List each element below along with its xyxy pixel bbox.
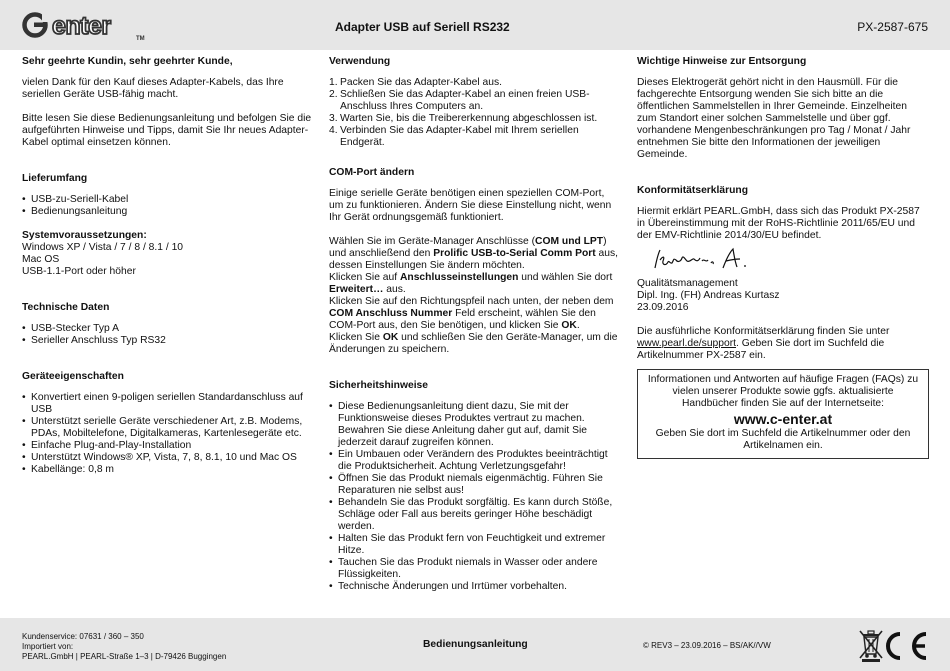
requirements-line: USB-1.1-Port oder höher	[22, 266, 136, 277]
safety-list	[329, 401, 621, 593]
column-left	[22, 56, 312, 476]
svg-text:enter: enter	[52, 12, 111, 40]
faq-url-link[interactable]: www.c-enter.at	[733, 411, 833, 427]
com-port-intro: Einige serielle Geräte benötigen einen speziellen COM-Port, um zu funktionieren. Ändern Sie diese Einstellung nicht, wenn Ihr Gerät ordnungsgemäß funktioniert.	[329, 188, 612, 223]
usage-steps	[329, 77, 621, 149]
list-item: • Einfache Plug-and-Play-Installation	[22, 440, 312, 452]
delivery-list	[22, 194, 312, 218]
support-link[interactable]: www.pearl.de/support	[637, 338, 737, 349]
faq-section	[637, 369, 929, 459]
tech-list	[22, 323, 312, 347]
list-item: • Kabellänge: 0,8 m	[22, 464, 312, 476]
footer-service-info	[22, 632, 226, 662]
list-item: • Halten Sie das Produkt fern von Feuchtigkeit und extremer Hitze.	[329, 533, 621, 557]
com-port-step-1: Wählen Sie im Geräte-Manager Anschlüsse (COM und LPT) und anschließend den Prolific USB-to-Serial Comm Port aus, dessen Einstellungen Sie ändern möchten.	[329, 236, 619, 271]
instructions-text: Bitte lesen Sie diese Bedienungsanleitung und befolgen Sie die aufgeführten Hinweise und Tipps, damit Sie Ihr neues Adapter-Kabel optimal einsetzen können.	[22, 113, 312, 148]
article-number: PX-2587-675	[857, 20, 928, 34]
usage-heading: Verwendung	[329, 56, 391, 67]
footer-band	[0, 618, 950, 671]
column-right	[637, 56, 929, 362]
list-item: • Unterstützt Windows® XP, Vista, 7, 8, 8.1, 10 und Mac OS	[22, 452, 312, 464]
com-port-step-3: Klicken Sie auf den Richtungspfeil nach unten, der neben dem COM Anschluss Nummer Feld erscheint, wählen Sie den COM-Port aus, den Sie benötigen, und klicken Sie OK.	[329, 296, 614, 331]
c-enter-logo	[22, 10, 152, 42]
footer-line: PEARL.GmbH | PEARL-Straße 1–3 | D-79426 Buggingen	[22, 652, 227, 661]
list-item: • Technische Änderungen und Irrtümer vorbehalten.	[329, 581, 621, 593]
requirements-line: Mac OS	[22, 254, 60, 265]
list-item: • Unterstützt serielle Geräte verschiedener Art, z.B. Modems, PDAs, Mobiltelefone, Digitalkameras, Kartenlesegeräte etc.	[22, 416, 312, 440]
list-item: 3. Warten Sie, bis die Treibererkennung abgeschlossen ist.	[329, 113, 598, 124]
list-item: • Konvertiert einen 9-poligen seriellen Standardanschluss auf USB	[22, 392, 312, 416]
ce-mark-icon	[880, 630, 930, 662]
conformity-heading: Konformitätserklärung	[637, 185, 748, 196]
disposal-text: Dieses Elektrogerät gehört nicht in den Hausmüll. Für die fachgerechte Entsorgung wenden Sie sich bitte an die öffentlichen Sammelstellen in Ihrer Gemeinde. Einzelheiten zum Standort einer solchen Sammelstelle und über ggf. vorhandene Mengenbeschränkungen pro Tag / Monat / Jahr entnehmen Sie bitte den Informationen der jeweiligen Gemeinde.	[637, 77, 911, 160]
features-list	[22, 392, 312, 476]
signature	[651, 246, 761, 276]
delivery-heading: Lieferumfang	[22, 173, 88, 184]
column-middle	[329, 56, 621, 593]
list-item: • Serieller Anschluss Typ RS32	[22, 335, 312, 347]
faq-text: Informationen und Antworten auf häufige Fragen (FAQs) zu vielen unserer Produkte sowie ggfs. aktualisierte Handbücher finden Sie auf der Internetseite:	[647, 374, 919, 409]
signatory-line: 23.09.2016	[637, 302, 689, 313]
conformity-text: Hiermit erklärt PEARL.GmbH, dass sich das Produkt PX-2587 in Übereinstimmung mit der RoHS-Richtlinie 2011/65/EU und der EMV-Richtlinie 2014/30/EU befindet.	[637, 206, 920, 241]
disposal-heading: Wichtige Hinweise zur Entsorgung	[637, 56, 807, 67]
footer-doc-label: Bedienungsanleitung	[423, 639, 528, 650]
intro-text: vielen Dank für den Kauf dieses Adapter-Kabels, das Ihre seriellen Geräte USB-fähig macht.	[22, 77, 284, 100]
requirements-heading: Systemvoraussetzungen:	[22, 230, 147, 241]
com-port-step-2: Klicken Sie auf Anschlusseinstellungen und wählen Sie dort Erweitert… aus.	[329, 272, 613, 295]
footer-line: Importiert von:	[22, 642, 74, 651]
safety-heading: Sicherheitshinweise	[329, 380, 429, 391]
features-heading: Geräteeigenschaften	[22, 371, 124, 382]
list-item: 1. Packen Sie das Adapter-Kabel aus.	[329, 77, 502, 88]
faq-box	[637, 369, 929, 459]
signatory-line: Qualitätsmanagement	[637, 278, 738, 289]
greeting-heading: Sehr geehrte Kundin, sehr geehrter Kunde,	[22, 56, 233, 67]
list-item: 2. Schließen Sie das Adapter-Kabel an einen freien USB-Anschluss Ihres Computers an.	[329, 89, 590, 112]
document-title: Adapter USB auf Seriell RS232	[335, 20, 510, 34]
com-port-step-4: Klicken Sie OK und schließen Sie den Geräte-Manager, um die Änderungen zu speichern.	[329, 332, 618, 355]
list-item: • Tauchen Sie das Produkt niemals in Wasser oder andere Flüssigkeiten.	[329, 557, 621, 581]
list-item: • Behandeln Sie das Produkt sorgfältig. Es kann durch Stöße, Schläge oder Fall aus bereits geringer Höhe beschädigt werden.	[329, 497, 621, 533]
list-item: • Ein Umbauen oder Verändern des Produktes beeinträchtigt die Produktsicherheit. Achtung Verletzungsgefahr!	[329, 449, 621, 473]
list-item: • USB-zu-Seriell-Kabel	[22, 194, 312, 206]
list-item: • Bedienungsanleitung	[22, 206, 312, 218]
list-item: • Diese Bedienungsanleitung dient dazu, Sie mit der Funktionsweise dieses Produktes vertraut zu machen. Bewahren Sie diese Anleitung daher gut auf, damit Sie jederzeit darauf zugreifen können.	[329, 401, 621, 449]
faq-note: Geben Sie dort im Suchfeld die Artikelnummer oder den Artikelnamen ein.	[655, 428, 911, 451]
list-item: • Öffnen Sie das Produkt niemals eigenmächtig. Führen Sie Reparaturen nie selbst aus!	[329, 473, 621, 497]
svg-text:TM: TM	[136, 36, 145, 42]
tech-heading: Technische Daten	[22, 302, 110, 313]
signatory-line: Dipl. Ing. (FH) Andreas Kurtasz	[637, 290, 780, 301]
list-item: 4. Verbinden Sie das Adapter-Kabel mit Ihrem seriellen Endgerät.	[329, 125, 579, 148]
list-item: • USB-Stecker Typ A	[22, 323, 312, 335]
full-declaration-text: Die ausführliche Konformitätserklärung finden Sie unter www.pearl.de/support. Geben Sie dort im Suchfeld die Artikelnummer PX-2587 ein.	[637, 326, 890, 361]
footer-revision: © REV3 – 23.09.2016 – BS/AK//VW	[643, 641, 771, 650]
footer-line: Kundenservice: 07631 / 360 – 350	[22, 632, 144, 641]
header-band	[0, 0, 950, 50]
com-port-heading: COM-Port ändern	[329, 167, 415, 178]
requirements-line: Windows XP / Vista / 7 / 8 / 8.1 / 10	[22, 242, 184, 253]
